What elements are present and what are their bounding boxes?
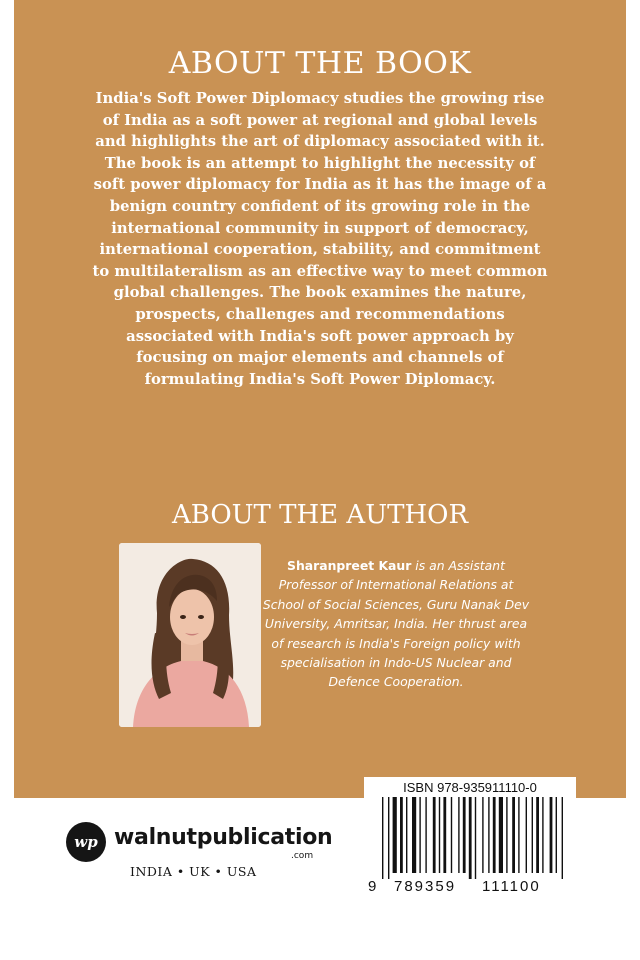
barcode-bar (458, 797, 459, 873)
about-book-text: India's Soft Power Diplomacy studies the growing rise of India as a soft power at regional and global levels and highlights the art of diplomacy associated with it. The book is an attempt to highlight the necessity of soft power diplomacy for India as it has the image of a benign country confident of its growing role in the international community in support of democracy, international cooperation, stability, and commitment to multilateralism as an effective way to meet common global challenges. The book examines the nature, prospects, challenges and recommendations associated with India's soft power approach by focusing on major elements and channels of formulating India's Soft Power Diplomacy. (92, 90, 548, 388)
barcode-bar (439, 797, 440, 873)
barcode-bar (532, 797, 533, 873)
barcode-bar (382, 797, 383, 879)
barcode-bar (388, 797, 389, 879)
barcode-bar (488, 797, 489, 873)
barcode-bar (526, 797, 527, 873)
author-photo (119, 543, 261, 727)
barcode-bar (542, 797, 543, 873)
barcode-bar (550, 797, 553, 873)
isbn-barcode-box (364, 777, 576, 895)
barcode-bar (493, 797, 496, 873)
isbn-label: ISBN 978-935911110-0 (403, 780, 537, 795)
barcode-icon (364, 777, 576, 895)
barcode-bar (443, 797, 446, 873)
publisher-name: walnutpublication (114, 825, 333, 850)
author-bio-text: is an Assistant Professor of International Relations at School of Social Sciences, Guru Nanak Dev University, Amritsar, India. Her thrust area of research is India's Foreign policy with specialisation in Indo-US Nuclear and Defence Cooperation. (262, 558, 530, 690)
barcode-bar (562, 797, 563, 879)
barcode-bar (536, 797, 539, 873)
barcode-bar (400, 797, 403, 873)
author-bio (262, 556, 530, 692)
barcode-bar (475, 797, 476, 879)
barcode-bar (406, 797, 407, 873)
barcode-bar (469, 797, 472, 879)
barcode-bar (425, 797, 426, 873)
barcode-bar (451, 797, 452, 873)
barcode-bar (512, 797, 515, 873)
barcode-bar (482, 797, 483, 873)
barcode-bars (382, 797, 563, 879)
publisher-logo (66, 822, 333, 868)
barcode-digits-right: 111100 (482, 878, 541, 895)
barcode-bar (433, 797, 436, 873)
barcode-bar (518, 797, 519, 873)
barcode-bar (506, 797, 507, 873)
barcode-digit-lead: 9 (368, 878, 377, 895)
barcode-bar (499, 797, 503, 873)
barcode-digits-left: 789359 (394, 878, 457, 895)
author-name: Sharanpreet Kaur (287, 558, 412, 573)
barcode-bar (463, 797, 466, 873)
about-author-heading: ABOUT THE AUTHOR (171, 500, 469, 530)
publisher-domain-suffix: .com (291, 851, 314, 861)
author-portrait-illustration (119, 543, 261, 727)
barcode-bar (412, 797, 416, 873)
publisher-countries: INDIA • UK • USA (130, 864, 257, 879)
barcode-bar (419, 797, 420, 873)
about-book-heading: ABOUT THE BOOK (168, 46, 472, 81)
barcode-bar (556, 797, 557, 873)
barcode-bar (393, 797, 397, 873)
walnut-logo-icon: wp (66, 822, 106, 862)
